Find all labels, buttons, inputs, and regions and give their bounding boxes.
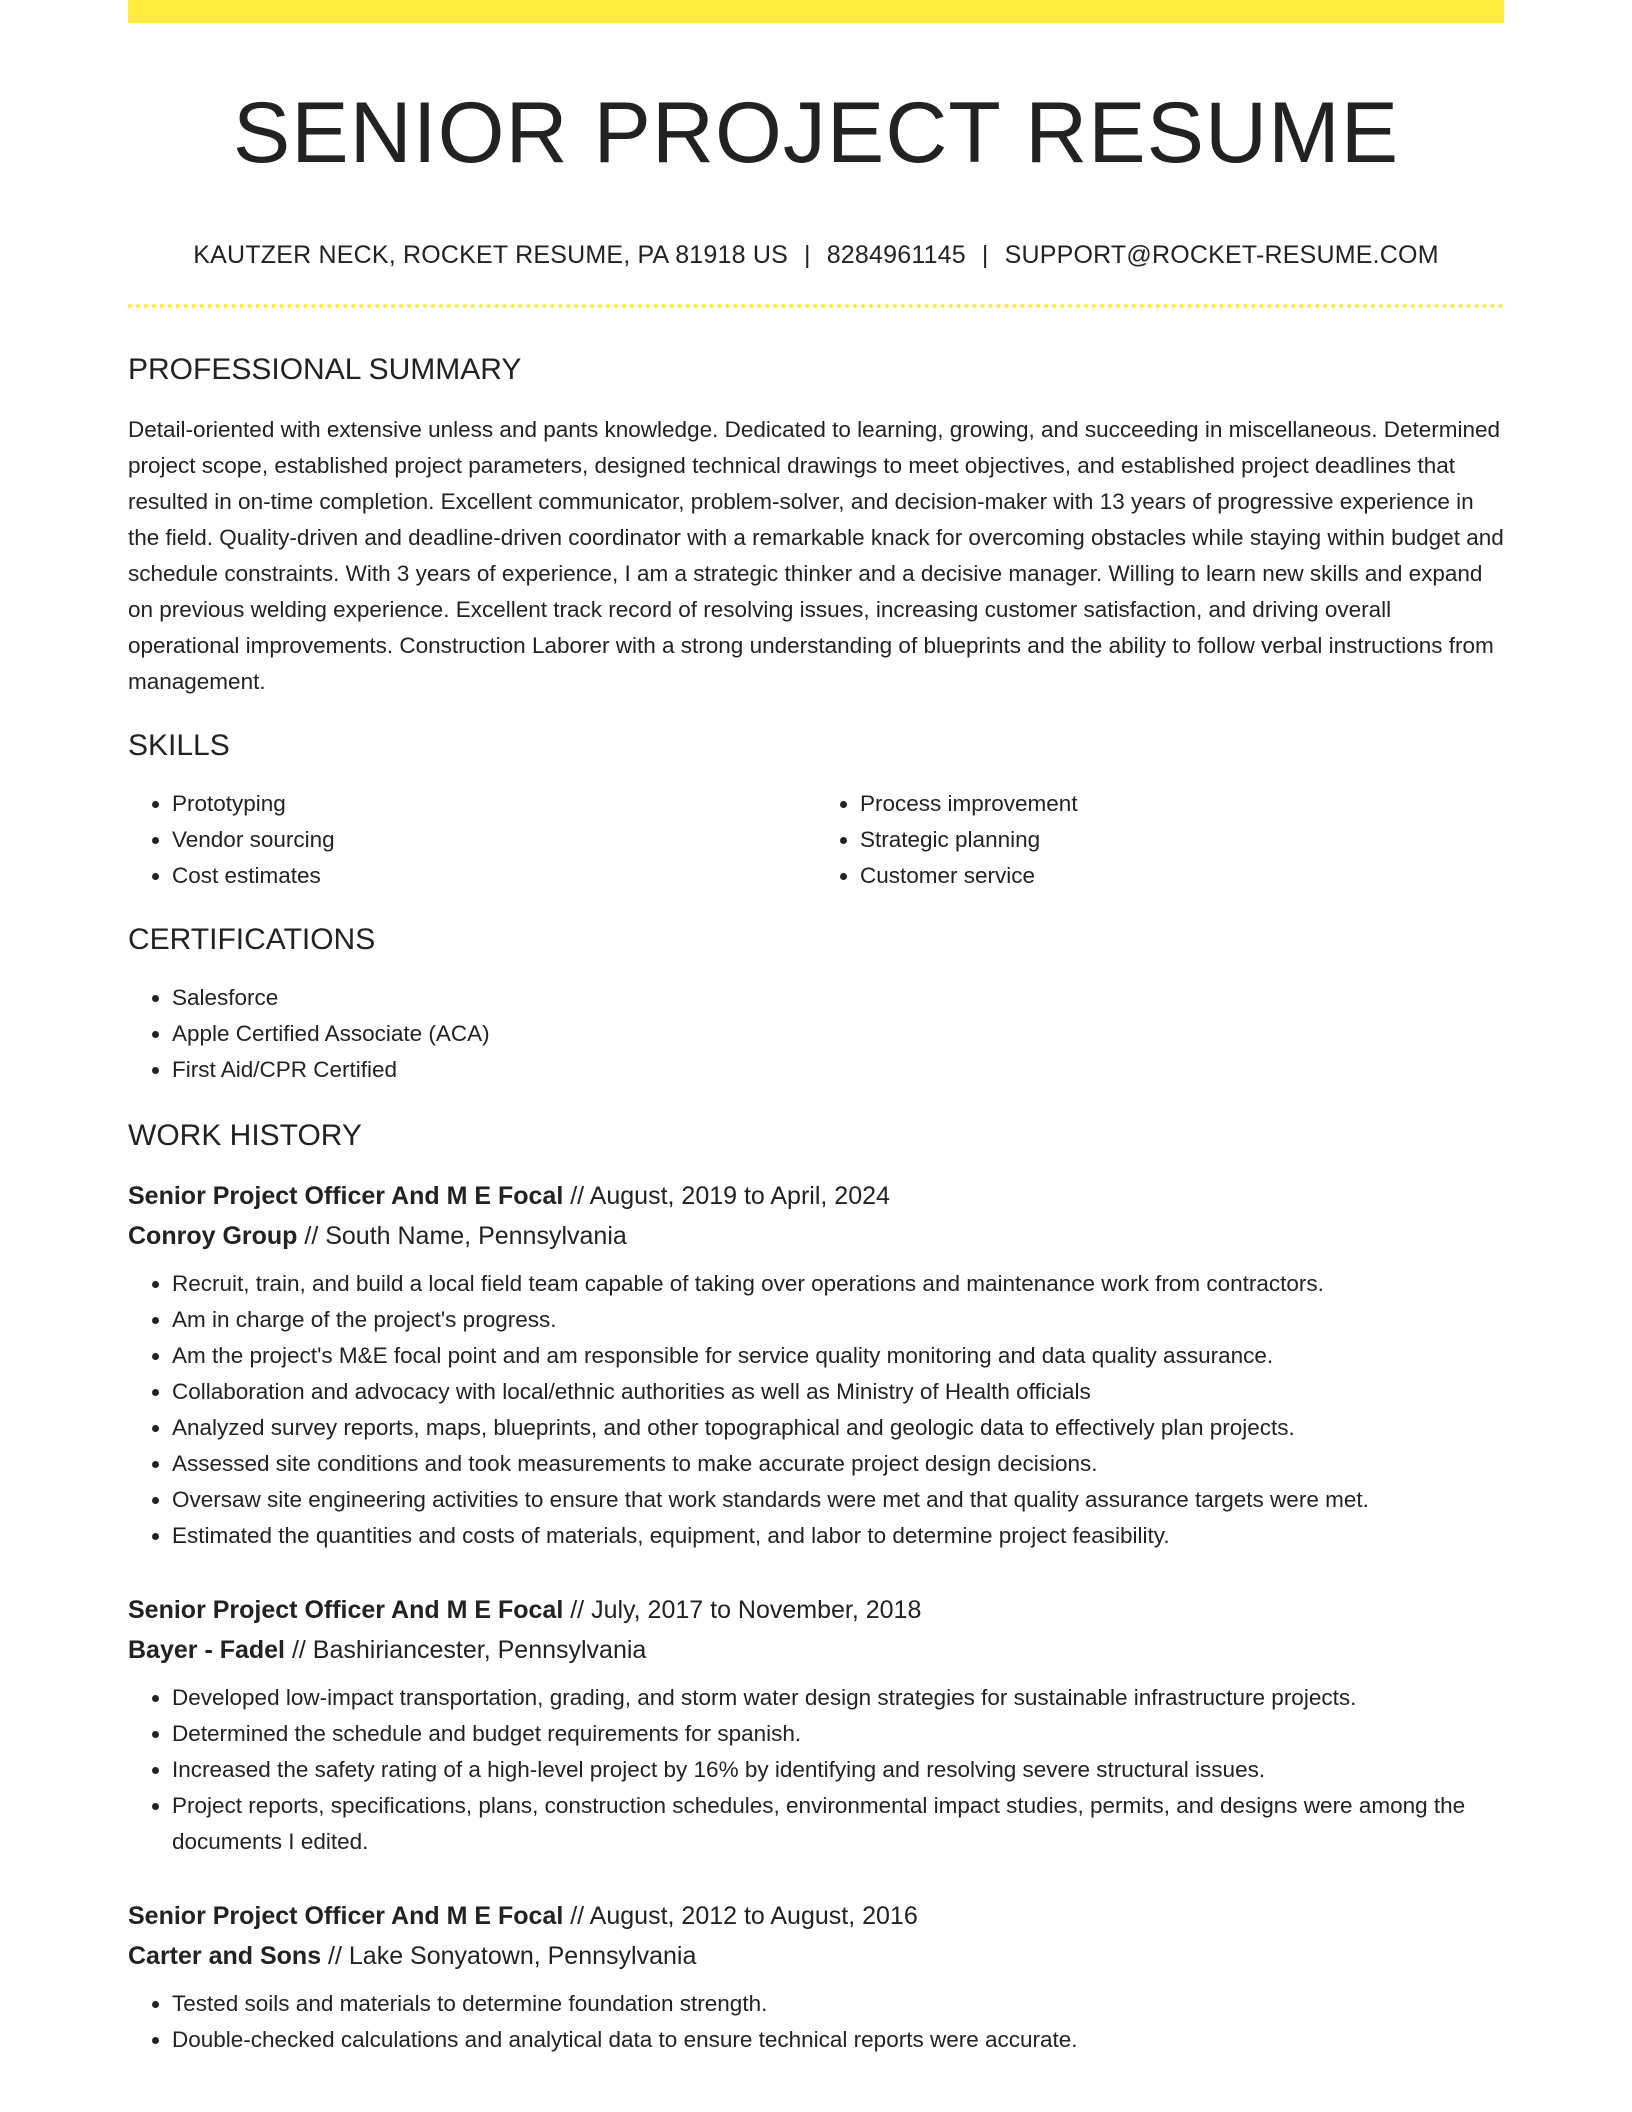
job-dates: // August, 2019 to April, 2024 — [563, 1182, 890, 1210]
work-history-heading: WORK HISTORY — [128, 1119, 362, 1152]
job-location: // Lake Sonyatown, Pennsylvania — [321, 1942, 697, 1970]
job-dates: // July, 2017 to November, 2018 — [563, 1596, 922, 1624]
job-bullet: • Assessed site conditions and took measurements to make accurate project design decisions. — [172, 1446, 1504, 1482]
contact-email: SUPPORT@ROCKET-RESUME.COM — [1004, 241, 1439, 269]
contact-address: KAUTZER NECK, ROCKET RESUME, PA 81918 US — [193, 241, 788, 269]
job-bullet: • Analyzed survey reports, maps, blueprints, and other topographical and geologic data to effectively plan projects. — [172, 1410, 1504, 1446]
skill-item: • Prototyping — [172, 786, 816, 822]
job-entry — [128, 1176, 1504, 1554]
job-bullet: • Am the project's M&E focal point and am responsible for service quality monitoring and data quality assurance. — [172, 1338, 1504, 1374]
job-role-line — [128, 1176, 1504, 1216]
skills-column-right — [816, 786, 1504, 894]
job-bullets — [128, 1680, 1504, 1860]
job-bullet: • Oversaw site engineering activities to ensure that work standards were met and that quality assurance targets were met. — [172, 1482, 1504, 1518]
job-company: Carter and Sons — [128, 1942, 322, 1970]
dotted-divider — [128, 304, 1504, 308]
resume-page — [128, 0, 1504, 2058]
page-title: SENIOR PROJECT RESUME — [232, 85, 1400, 181]
job-entry — [128, 1896, 1504, 2058]
job-role: Senior Project Officer And M E Focal — [128, 1902, 564, 1930]
skill-item: • Vendor sourcing — [172, 822, 816, 858]
skills-column-left — [128, 786, 816, 894]
job-company: Conroy Group — [128, 1222, 298, 1250]
job-bullet: • Project reports, specifications, plans, construction schedules, environmental impact studies, permits, and designs were among the documents I edited. — [172, 1788, 1504, 1860]
summary-text: Detail-oriented with extensive unless and pants knowledge. Dedicated to learning, growing, and succeeding in miscellaneous. Determined project scope, established project parameters, designed technical drawings to meet objectives, and established project deadlines that resulted in on-time completion. Excellent communicator, problem-solver, and decision-maker with 13 years of progressive experience in the field. Quality-driven and deadline-driven coordinator with a remarkable knack for overcoming obstacles while staying within budget and schedule constraints. With 3 years of experience, I am a strategic thinker and a decisive manager. Willing to learn new skills and expand on previous welding experience. Excellent track record of resolving issues, increasing customer satisfaction, and driving overall operational improvements. Construction Laborer with a strong understanding of blueprints and the ability to follow verbal instructions from management. — [128, 417, 1504, 694]
job-bullet: • Estimated the quantities and costs of materials, equipment, and labor to determine project feasibility. — [172, 1518, 1504, 1554]
skills-heading: SKILLS — [128, 729, 230, 762]
contact-separator: | — [804, 241, 811, 269]
contact-phone: 8284961145 — [826, 241, 966, 269]
job-location: // South Name, Pennsylvania — [297, 1222, 627, 1250]
certifications-list — [128, 980, 1504, 1088]
job-bullet: • Developed low-impact transportation, grading, and storm water design strategies for sustainable infrastructure projects. — [172, 1680, 1504, 1716]
summary-heading: PROFESSIONAL SUMMARY — [128, 353, 522, 386]
certification-item: • First Aid/CPR Certified — [172, 1052, 1504, 1088]
job-role-line — [128, 1590, 1504, 1630]
skills-list — [128, 786, 1504, 894]
job-bullets — [128, 1986, 1504, 2058]
skill-item: • Cost estimates — [172, 858, 816, 894]
job-role-line — [128, 1896, 1504, 1936]
certifications-heading: CERTIFICATIONS — [128, 923, 376, 956]
job-company-line — [128, 1630, 1504, 1670]
job-entry — [128, 1590, 1504, 1860]
job-role: Senior Project Officer And M E Focal — [128, 1182, 564, 1210]
certification-item: • Apple Certified Associate (ACA) — [172, 1016, 1504, 1052]
skill-item: • Process improvement — [860, 786, 1504, 822]
job-bullet: • Am in charge of the project's progress. — [172, 1302, 1504, 1338]
job-role: Senior Project Officer And M E Focal — [128, 1596, 564, 1624]
job-bullets — [128, 1266, 1504, 1554]
job-company: Bayer - Fadel — [128, 1636, 286, 1664]
job-location: // Bashiriancester, Pennsylvania — [285, 1636, 647, 1664]
job-bullet: • Determined the schedule and budget requirements for spanish. — [172, 1716, 1504, 1752]
top-accent-bar — [128, 0, 1504, 23]
job-company-line — [128, 1936, 1504, 1976]
job-bullet: • Increased the safety rating of a high-level project by 16% by identifying and resolving severe structural issues. — [172, 1752, 1504, 1788]
job-bullet: • Double-checked calculations and analytical data to ensure technical reports were accurate. — [172, 2022, 1504, 2058]
skill-item: • Strategic planning — [860, 822, 1504, 858]
job-bullet: • Collaboration and advocacy with local/ethnic authorities as well as Ministry of Health officials — [172, 1374, 1504, 1410]
contact-separator: | — [981, 241, 989, 269]
job-bullet: • Recruit, train, and build a local field team capable of taking over operations and maintenance work from contractors. — [172, 1266, 1504, 1302]
contact-line — [128, 239, 1504, 271]
job-dates: // August, 2012 to August, 2016 — [563, 1902, 918, 1930]
job-company-line — [128, 1216, 1504, 1256]
skill-item: • Customer service — [860, 858, 1504, 894]
job-bullet: • Tested soils and materials to determine foundation strength. — [172, 1986, 1504, 2022]
certification-item: • Salesforce — [172, 980, 1504, 1016]
